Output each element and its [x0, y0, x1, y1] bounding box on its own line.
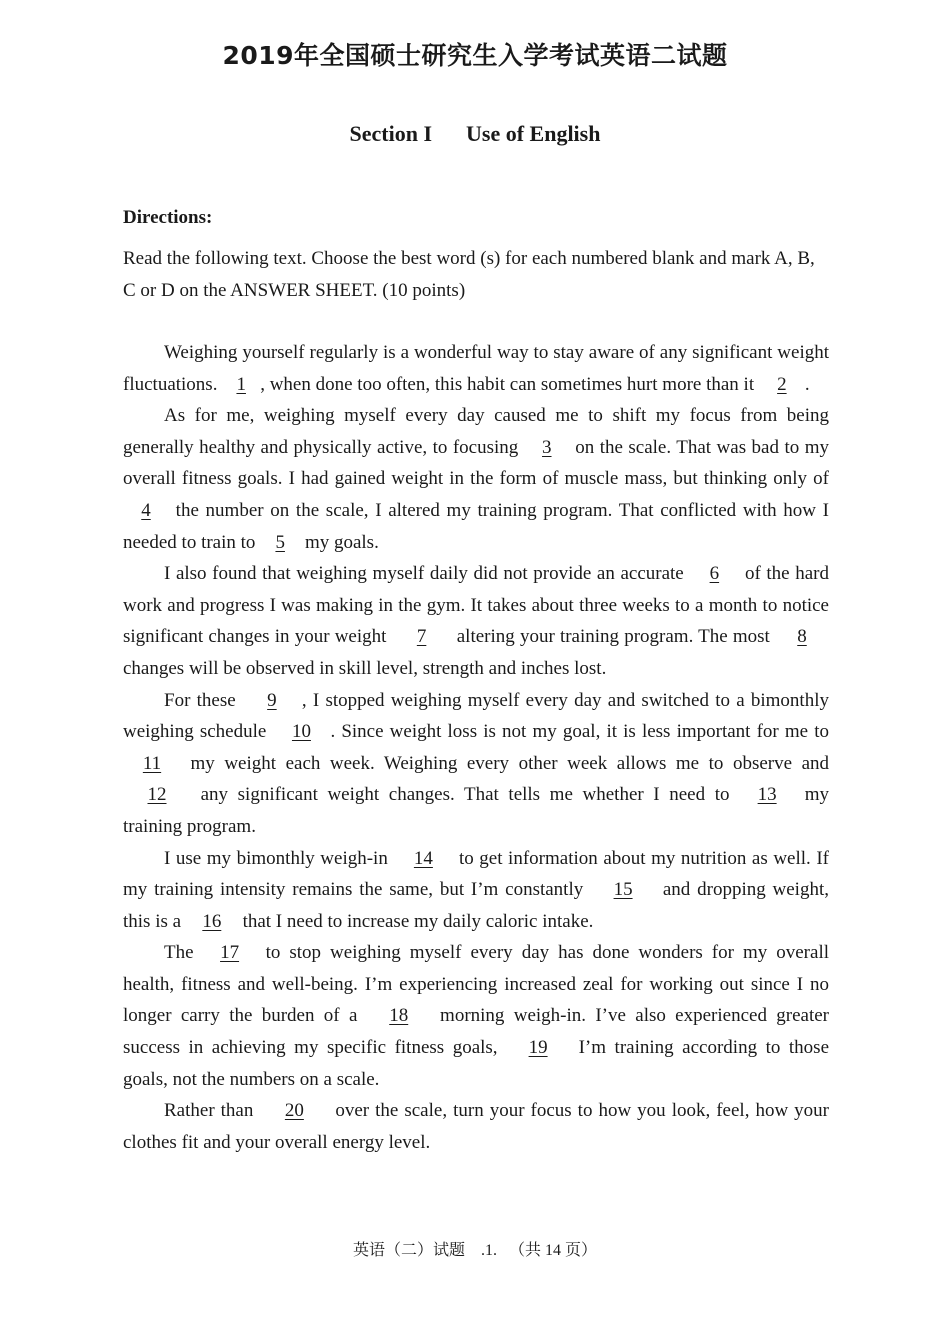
passage-text: The	[164, 942, 203, 964]
passage-text: my goals.	[300, 531, 379, 553]
paragraph-2	[123, 400, 829, 558]
blank-8: 8	[797, 626, 807, 648]
passage-text: altering your training program. The most	[451, 626, 775, 648]
passage-text: For these	[164, 689, 242, 711]
passage-text: Rather than	[164, 1100, 260, 1122]
paragraph-7	[123, 1095, 829, 1158]
blank-2: 2	[777, 373, 787, 395]
footer-page-number: .1.	[481, 1242, 497, 1259]
blank-18: 18	[389, 1005, 409, 1027]
passage-text: morning weigh-in. I’ve also experienced greater success in achieving my specific fitness goals,	[123, 1005, 830, 1059]
passage-text: I also found that weighing myself daily did not provide an accurate	[164, 563, 690, 585]
blank-19: 19	[528, 1037, 548, 1059]
blank-6: 6	[709, 563, 720, 585]
passage-text: of the hard work and progress I was making in the gym. It takes about three weeks to a month to notice significant changes in your weight	[123, 563, 829, 648]
passage-text: and dropping weight, this is a	[123, 879, 829, 932]
section-name: Use of English	[466, 121, 601, 146]
blank-11: 11	[142, 752, 162, 774]
passage-text: Weighing yourself regularly is a wonderful way to stay aware of any significant weight fluctuations.	[123, 342, 829, 395]
blank-5: 5	[275, 531, 285, 553]
directions-text: Read the following text. Choose the best word (s) for each numbered blank and mark A, B, C or D on the ANSWER SHEET. (10 points)	[123, 248, 815, 301]
footer-subject: 英语（二）试题	[352, 1242, 465, 1259]
passage-text: , when done too often, this habit can sometimes hurt more than it	[260, 373, 759, 395]
directions-label: Directions:	[123, 207, 213, 228]
blank-9: 9	[267, 689, 277, 711]
blank-10: 10	[291, 721, 311, 743]
blank-7: 7	[416, 626, 427, 648]
paragraph-5	[123, 843, 829, 938]
paragraph-1	[123, 337, 829, 400]
passage-text: over the scale, turn your focus to how you look, feel, how your clothes fit and your overall energy level.	[123, 1100, 829, 1153]
passage-text: . Since weight loss is not my goal, it is less important for me to	[330, 721, 829, 743]
blank-15: 15	[613, 879, 633, 901]
passage-text: to stop weighing myself every day has done wonders for my overall health, fitness and well-being. I’m experiencing increased zeal for working out since I no longer carry the burden of a	[123, 942, 829, 1027]
passage-text: I use my bimonthly weigh-in	[164, 847, 394, 869]
passage-text: , I stopped weighing myself every day and switched to a bimonthly weighing schedule	[123, 689, 829, 743]
section-heading	[0, 121, 950, 147]
passage-text: any significant weight changes. That tells me whether I need to	[191, 784, 740, 806]
paragraph-3	[123, 558, 829, 684]
passage-text: I’m training according to those goals, not the numbers on a scale.	[123, 1037, 829, 1090]
section-number: Section I	[349, 121, 432, 146]
exam-title: 2019年全国硕士研究生入学考试英语二试题	[222, 41, 728, 70]
passage-text: to get information about my nutrition as well. If my training intensity remains the same, but I’m constantly	[123, 847, 829, 901]
cloze-passage	[123, 337, 829, 1158]
blank-1: 1	[236, 373, 246, 395]
blank-4: 4	[141, 499, 151, 521]
blank-20: 20	[284, 1100, 304, 1122]
passage-text: that I need to increase my daily caloric intake.	[237, 910, 594, 932]
passage-text: the number on the scale, I altered my training program. That conflicted with how I needed to train to	[123, 499, 829, 553]
blank-13: 13	[757, 784, 777, 806]
passage-text: my training program.	[123, 784, 829, 837]
blank-3: 3	[542, 436, 552, 458]
passage-text: As for me, weighing myself every day caused me to shift my focus from being generally healthy and physically active, to focusing	[123, 405, 829, 458]
blank-12: 12	[147, 784, 167, 806]
passage-text: on the scale. That was bad to my overall fitness goals. I had gained weight in the form of muscle mass, but thinking only of	[123, 436, 829, 490]
blank-16: 16	[202, 910, 222, 932]
blank-14: 14	[413, 847, 433, 869]
passage-text: my weight each week. Weighing every other week allows me to observe and	[181, 752, 829, 774]
paragraph-6	[123, 937, 829, 1095]
passage-text: changes will be observed in skill level, strength and inches lost.	[123, 657, 607, 679]
passage-text: .	[804, 373, 810, 395]
blank-17: 17	[220, 942, 240, 964]
page-footer	[0, 1237, 950, 1260]
footer-total-pages: （共 14 页）	[509, 1242, 598, 1259]
paragraph-4	[123, 685, 829, 843]
